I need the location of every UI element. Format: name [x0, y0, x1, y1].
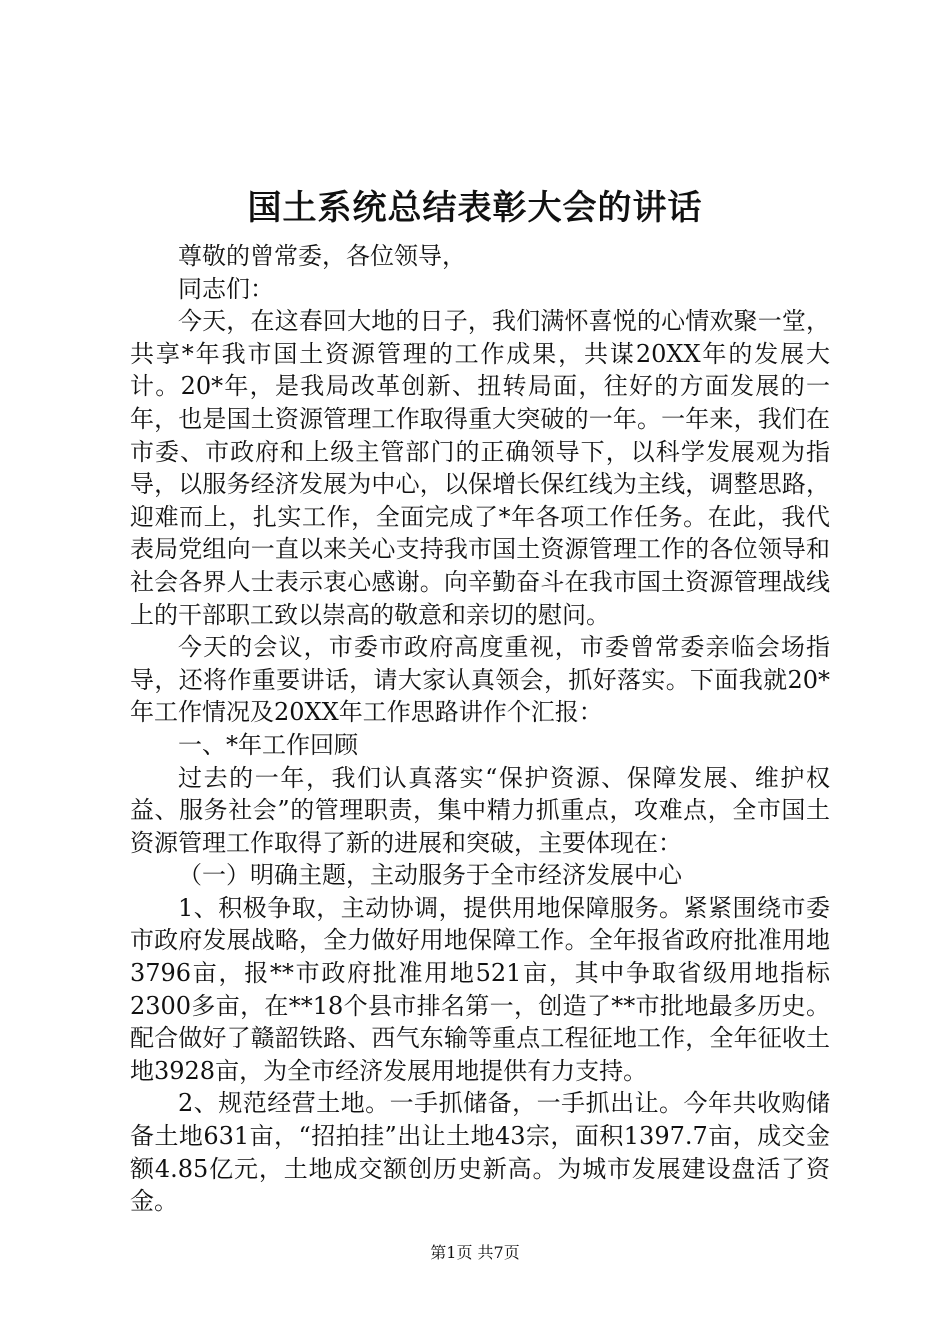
salutation-comrades: 同志们：: [178, 274, 274, 303]
section-heading-review: 一、*年工作回顾: [178, 730, 358, 759]
subsection-heading-1: （一）明确主题，主动服务于全市经济发展中心: [178, 861, 682, 890]
paragraph-item-2: 2、规范经营土地。一手抓储备，一手抓出让。今年共收购储备土地631亩，“招拍挂”出让土地43宗，面积1397.7亩，成交金额4.85亿元，土地成交额创历史新高。为城市发展建设盘活了资金。: [130, 1089, 830, 1216]
salutation-leaders: 尊敬的曾常委，各位领导，: [178, 242, 466, 270]
paragraph-opening: 今天，在这春回大地的日子，我们满怀喜悦的心情欢聚一堂，共享*年我市国土资源管理的工作成果，共谋20XX年的发展大计。20*年，是我局改革创新、扭转局面，往好的方面发展的一年，也是国土资源管理工作取得重大突破的一年。一年来，我们在市委、市政府和上级主管部门的正确领导下，以科学发展观为指导，以服务经济发展为中心，以保增长保红线为主线，调整思路，迎难而上，扎实工作，全面完成了*年各项工作任务。在此，我代表局党组向一直以来关心支持我市国土资源管理工作的各位领导和社会各界人士表示衷心感谢。向辛勤奋斗在我市国土资源管理战线上的干部职工致以崇高的敬意和亲切的慰问。: [130, 307, 830, 629]
paragraph-item-1: 1、积极争取，主动协调，提供用地保障服务。紧紧围绕市委市政府发展战略，全力做好用地保障工作。全年报省政府批准用地3796亩，报**市政府批准用地521亩，其中争取省级用地指标2300多亩，在**18个县市排名第一，创造了**市批地最多历史。配合做好了赣韶铁路、西气东输等重点工程征地工作，全年征收土地3928亩，为全市经济发展用地提供有力支持。: [130, 893, 830, 1085]
paragraph-past-year: 过去的一年，我们认真落实“保护资源、保障发展、维护权益、服务社会”的管理职责，集中精力抓重点，攻难点，全市国土资源管理工作取得了新的进展和突破，主要体现在：: [130, 763, 830, 857]
document-body: [130, 240, 830, 1218]
page-footer: 第1页 共7页: [430, 1243, 520, 1262]
paragraph-meeting: 今天的会议，市委市政府高度重视，市委曾常委亲临会场指导，还将作重要讲话，请大家认真领会，抓好落实。下面我就20*年工作情况及20XX年工作思路讲作个汇报：: [130, 633, 830, 727]
document-title: 国土系统总结表彰大会的讲话: [247, 188, 703, 228]
